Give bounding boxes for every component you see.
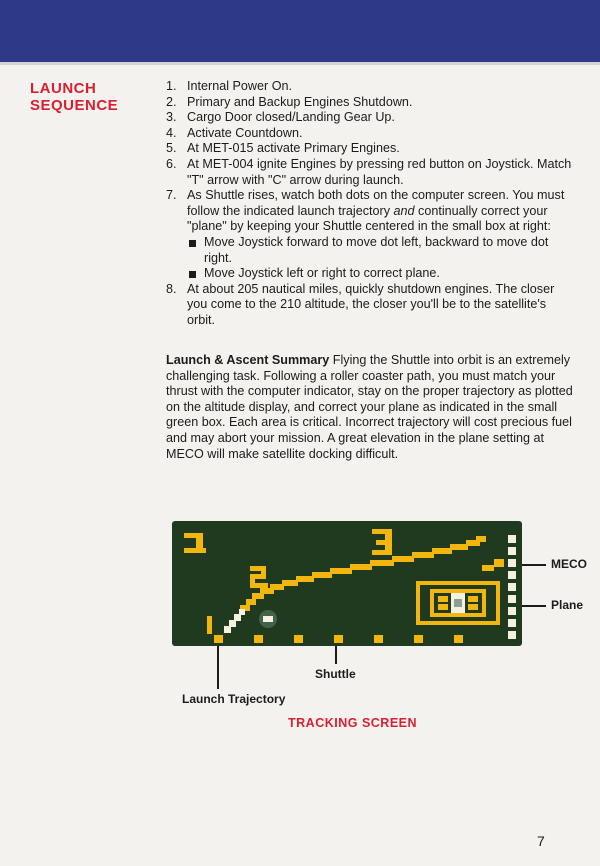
altitude-marker-1	[184, 533, 206, 553]
step-item	[166, 141, 576, 157]
bullet-text: Move Joystick left or right to correct plane.	[204, 266, 440, 281]
tracking-screen-title: TRACKING SCREEN	[288, 716, 418, 730]
joystick-bullets	[187, 235, 576, 282]
launch-trajectory-label: Launch Trajectory	[182, 692, 286, 706]
plane-label: Plane	[551, 598, 584, 612]
step-text: At MET-004 ignite Engines by pressing red button on Joystick. Match "T" arrow with "C" arrow during launch.	[187, 156, 572, 187]
shuttle-dot	[263, 616, 273, 622]
bullet-text: Move Joystick forward to move dot left, backward to move dot right.	[204, 234, 549, 265]
shuttle-callout-line	[335, 646, 337, 664]
launch-callout-line	[217, 646, 219, 689]
step-text: continually correct your "plane" by keeping your Shuttle centered in the small box at right:	[187, 203, 551, 234]
step-number: 8.	[166, 281, 177, 296]
step-number: 3.	[166, 110, 177, 125]
bullet-square-icon	[189, 240, 196, 247]
bottom-tick-marks	[214, 635, 463, 643]
altitude-marker-3	[372, 529, 392, 555]
step-text: At about 205 nautical miles, quickly shutdown engines. The closer you come to the 210 altitude, the closer you'll be to the satellite's orbit.	[187, 281, 555, 327]
page-number: 7	[537, 833, 545, 849]
launch-ascent-summary	[166, 353, 576, 462]
step-number: 1.	[166, 79, 177, 93]
bullet-item	[187, 235, 576, 266]
bullet-square-icon	[189, 271, 196, 278]
altitude-marker-2	[250, 566, 268, 588]
bullet-item	[187, 266, 576, 282]
launched-path	[224, 609, 245, 633]
step-number: 4.	[166, 125, 177, 140]
step-item	[166, 188, 576, 282]
step-text: As Shuttle rises, watch both dots on the computer screen. You must follow the indicated launch trajectory	[187, 188, 565, 218]
step-item	[166, 79, 576, 95]
tracking-screen-graphic	[172, 521, 522, 646]
step-item	[166, 126, 576, 142]
step-text-emphasis: and	[393, 203, 415, 218]
step-number: 5.	[166, 141, 177, 156]
altitude-bar	[508, 535, 516, 639]
step-text: Internal Power On.	[187, 79, 292, 93]
step-text: Cargo Door closed/Landing Gear Up.	[187, 110, 395, 125]
shuttle-label: Shuttle	[315, 667, 356, 681]
step-item	[166, 157, 576, 188]
meco-callout-line	[522, 564, 546, 566]
step-number: 6.	[166, 156, 177, 171]
summary-body: Flying the Shuttle into orbit is an extremely challenging task. Following a roller coaster path, you must match your thrust with the computer indicator, stay on the proper trajectory as plotted on the altitude display, and correct your plane as indicated in the small green box. Each area is critical. Incorrect trajectory will cost precious fuel and may abort your mission. A great elevation in the plane setting at MECO will make satellite docking difficult.	[166, 353, 573, 461]
step-text: Activate Countdown.	[187, 125, 303, 140]
step-item	[166, 282, 576, 329]
launch-steps-list	[166, 79, 576, 329]
section-title-line-1: LAUNCH	[30, 80, 97, 97]
step-text: Primary and Backup Engines Shutdown.	[187, 94, 413, 109]
step-text: At MET-015 activate Primary Engines.	[187, 141, 400, 156]
tracking-screen	[172, 521, 522, 646]
section-title-line-2: SEQUENCE	[30, 97, 119, 114]
meco-indicator	[482, 559, 504, 571]
plane-box	[418, 583, 498, 623]
header-bar	[0, 0, 600, 65]
step-item	[166, 95, 576, 111]
step-number: 7.	[166, 188, 177, 203]
section-title	[30, 80, 118, 114]
step-item	[166, 110, 576, 126]
plane-callout-line	[522, 605, 546, 607]
meco-label: MECO	[551, 557, 587, 571]
trajectory-tick	[207, 616, 212, 634]
step-number: 2.	[166, 94, 177, 109]
summary-heading: Launch & Ascent Summary	[166, 353, 330, 367]
